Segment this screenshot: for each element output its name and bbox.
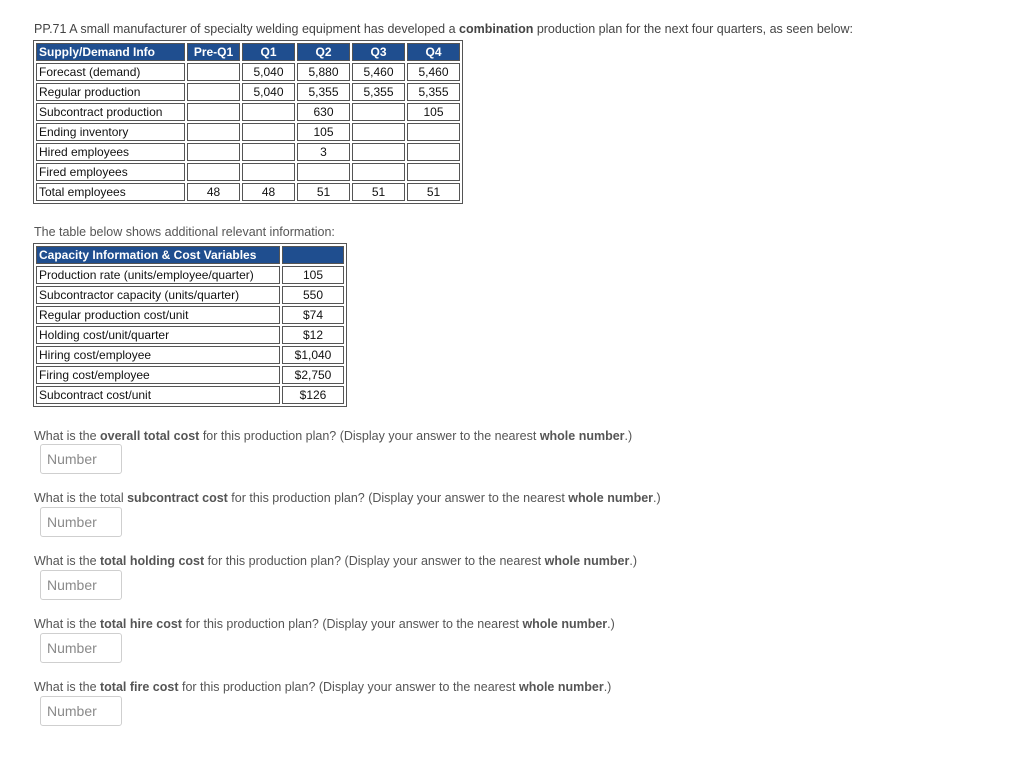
question-text: for this production plan? (Display your answer to the nearest (181, 617, 523, 631)
table-cell: 3 (297, 143, 350, 161)
answer-input-hire-cost[interactable] (40, 633, 122, 663)
row-label: Firing cost/employee (36, 366, 280, 384)
row-label: Forecast (demand) (36, 63, 185, 81)
table-row (36, 83, 460, 101)
table-cell: 51 (297, 183, 350, 201)
question-overall-total-cost (34, 429, 632, 443)
row-label: Holding cost/unit/quarter (36, 326, 280, 344)
question-bold: whole number (568, 491, 654, 505)
table-cell (407, 123, 460, 141)
table-cell (297, 163, 350, 181)
intro-prefix: PP.71 A small manufacturer of specialty welding equipment has developed a (34, 22, 460, 36)
table-header-row (36, 246, 344, 264)
table-row (36, 266, 344, 284)
question-text: for this production plan? (Display your answer to the nearest (178, 680, 519, 694)
question-bold: whole number (522, 617, 608, 631)
table-row (36, 123, 460, 141)
question-text: .) (603, 680, 612, 694)
table-cell: 5,460 (352, 63, 405, 81)
question-text: What is the (34, 554, 100, 568)
question-fire-cost (34, 680, 611, 694)
capacity-header: Capacity Information & Cost Variables (36, 246, 280, 264)
table-cell: $126 (282, 386, 344, 404)
question-subcontract-cost (34, 491, 661, 505)
row-label: Subcontractor capacity (units/quarter) (36, 286, 280, 304)
table-row (36, 63, 460, 81)
table-cell (242, 123, 295, 141)
column-header: Q1 (242, 43, 295, 61)
table-cell: 5,880 (297, 63, 350, 81)
column-header: Q4 (407, 43, 460, 61)
intro-bold: combination (459, 22, 534, 36)
table-cell (407, 143, 460, 161)
question-bold: whole number (539, 429, 625, 443)
answer-input-fire-cost[interactable] (40, 696, 122, 726)
table-cell: $1,040 (282, 346, 344, 364)
table-cell (187, 103, 240, 121)
capacity-header-blank (282, 246, 344, 264)
table-row (36, 366, 344, 384)
capacity-caption: The table below shows additional relevant information: (34, 225, 335, 239)
row-label: Hiring cost/employee (36, 346, 280, 364)
table-cell (242, 103, 295, 121)
table-cell: 5,040 (242, 83, 295, 101)
answer-input-overall-total-cost[interactable] (40, 444, 122, 474)
table-cell: 5,460 (407, 63, 460, 81)
table-cell: $74 (282, 306, 344, 324)
table-cell: 51 (407, 183, 460, 201)
question-bold: whole number (544, 554, 630, 568)
question-text: What is the (34, 680, 100, 694)
column-header: Pre-Q1 (187, 43, 240, 61)
row-label: Ending inventory (36, 123, 185, 141)
table-row (36, 346, 344, 364)
table-cell: $12 (282, 326, 344, 344)
question-bold: total holding cost (100, 554, 205, 568)
question-holding-cost (34, 554, 637, 568)
table-cell (187, 83, 240, 101)
question-bold: subcontract cost (127, 491, 228, 505)
row-label: Hired employees (36, 143, 185, 161)
question-bold: total hire cost (100, 617, 182, 631)
table-cell (187, 163, 240, 181)
table-cell (242, 163, 295, 181)
table-row (36, 183, 460, 201)
row-label: Total employees (36, 183, 185, 201)
question-bold: whole number (518, 680, 604, 694)
table-cell: 105 (297, 123, 350, 141)
table-cell (352, 143, 405, 161)
table-cell: 5,355 (407, 83, 460, 101)
production-plan-table (33, 40, 463, 204)
table-cell: 5,040 (242, 63, 295, 81)
question-text: for this production plan? (Display your answer to the nearest (199, 429, 540, 443)
question-text: .) (629, 554, 638, 568)
table-header-row (36, 43, 460, 61)
row-label: Production rate (units/employee/quarter) (36, 266, 280, 284)
question-text: .) (624, 429, 633, 443)
answer-input-subcontract-cost[interactable] (40, 507, 122, 537)
question-text: for this production plan? (Display your answer to the nearest (204, 554, 545, 568)
question-hire-cost (34, 617, 615, 631)
table-cell: 5,355 (352, 83, 405, 101)
table-cell: 5,355 (297, 83, 350, 101)
table-cell: 630 (297, 103, 350, 121)
table-cell: 51 (352, 183, 405, 201)
question-bold: total fire cost (100, 680, 179, 694)
table-cell (187, 123, 240, 141)
table-row (36, 286, 344, 304)
table-cell: $2,750 (282, 366, 344, 384)
row-label: Regular production (36, 83, 185, 101)
question-text: .) (607, 617, 615, 631)
table-cell: 105 (407, 103, 460, 121)
table-row (36, 386, 344, 404)
table-cell: 550 (282, 286, 344, 304)
table-cell (187, 143, 240, 161)
problem-intro (34, 22, 853, 36)
row-label: Subcontract cost/unit (36, 386, 280, 404)
table-cell: 48 (187, 183, 240, 201)
answer-input-holding-cost[interactable] (40, 570, 122, 600)
row-label: Regular production cost/unit (36, 306, 280, 324)
intro-suffix: production plan for the next four quarters, as seen below: (533, 22, 853, 36)
table-cell (352, 163, 405, 181)
column-header: Supply/Demand Info (36, 43, 185, 61)
row-label: Subcontract production (36, 103, 185, 121)
table-row (36, 306, 344, 324)
table-cell (352, 123, 405, 141)
table-cell: 105 (282, 266, 344, 284)
table-row (36, 143, 460, 161)
table-cell (242, 143, 295, 161)
question-text: What is the (34, 617, 100, 631)
table-cell: 48 (242, 183, 295, 201)
table-row (36, 103, 460, 121)
table-row (36, 163, 460, 181)
question-text: for this production plan? (Display your answer to the nearest (227, 491, 569, 505)
row-label: Fired employees (36, 163, 185, 181)
question-bold: overall total cost (100, 429, 200, 443)
table-cell (352, 103, 405, 121)
column-header: Q2 (297, 43, 350, 61)
question-text: .) (653, 491, 661, 505)
column-header: Q3 (352, 43, 405, 61)
capacity-cost-table (33, 243, 347, 407)
question-text: What is the (34, 429, 100, 443)
table-cell (407, 163, 460, 181)
table-cell (187, 63, 240, 81)
table-row (36, 326, 344, 344)
question-text: What is the total (34, 491, 128, 505)
